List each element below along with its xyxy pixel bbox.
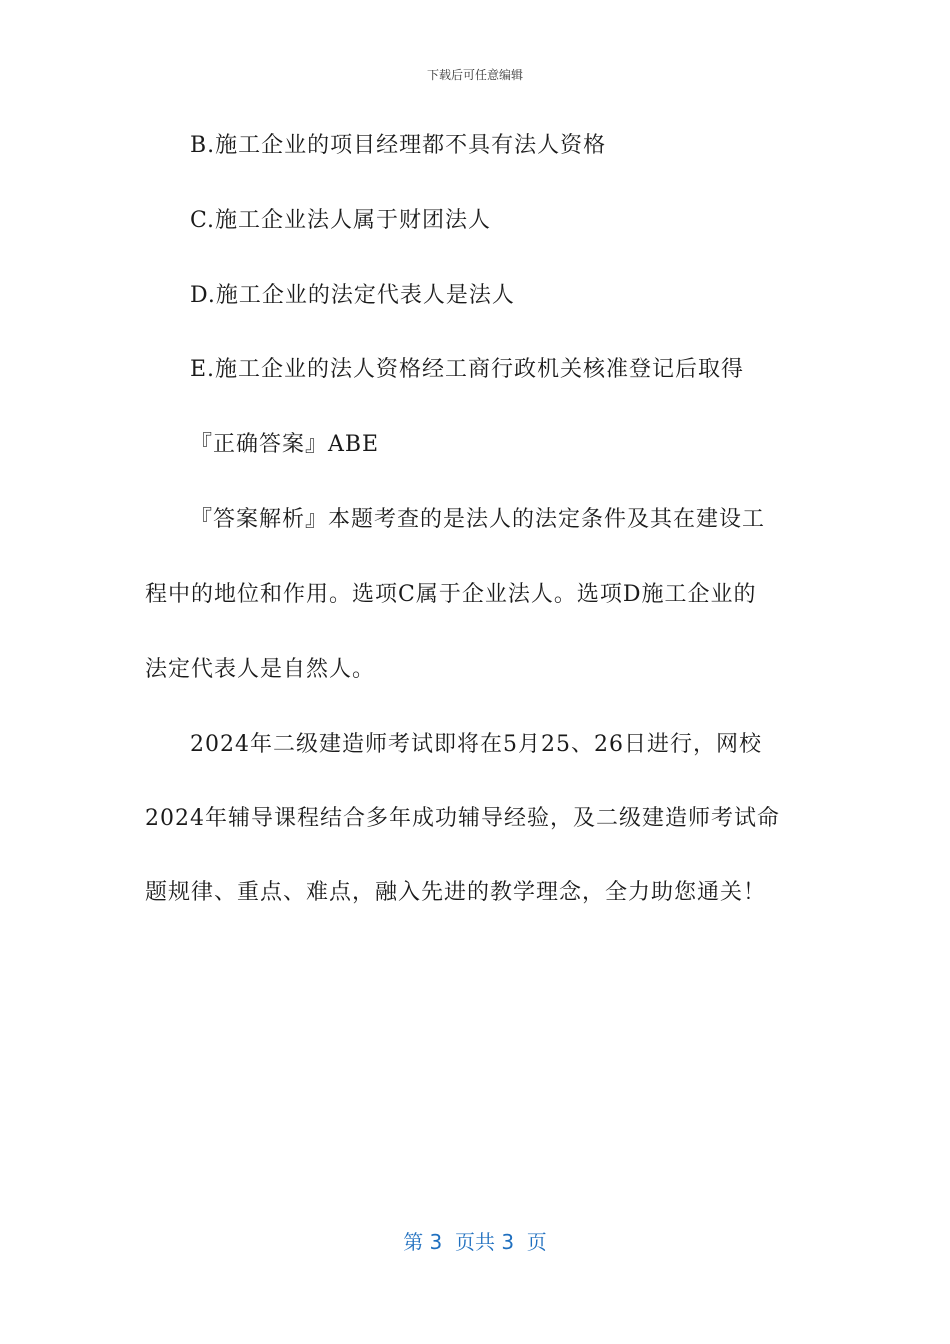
analysis-line-2: 程中的地位和作用。选项C属于企业法人。选项D施工企业的 [145,582,757,607]
page-header: 下载后可任意编辑 [426,68,523,82]
page-footer: 第 3 页共 3 页 [403,1230,547,1254]
option-c: C.施工企业法人属于财团法人 [190,208,492,233]
option-d: D.施工企业的法定代表人是法人 [190,283,515,308]
promo-line-2: 2024年辅导课程结合多年成功辅导经验，及二级建造师考试命 [145,806,780,831]
analysis-line-3: 法定代表人是自然人。 [145,657,376,682]
promo-line-3: 题规律、重点、难点，融入先进的教学理念，全力助您通关！ [145,880,767,905]
analysis-line-1: 『答案解析』本题考查的是法人的法定条件及其在建设工 [190,507,766,532]
option-b: B.施工企业的项目经理都不具有法人资格 [190,133,607,158]
promo-line-1: 2024年二级建造师考试即将在5月25、26日进行，网校 [190,732,762,757]
correct-answer: 『正确答案』ABE [190,432,380,457]
option-e: E.施工企业的法人资格经工商行政机关核准登记后取得 [190,357,745,382]
